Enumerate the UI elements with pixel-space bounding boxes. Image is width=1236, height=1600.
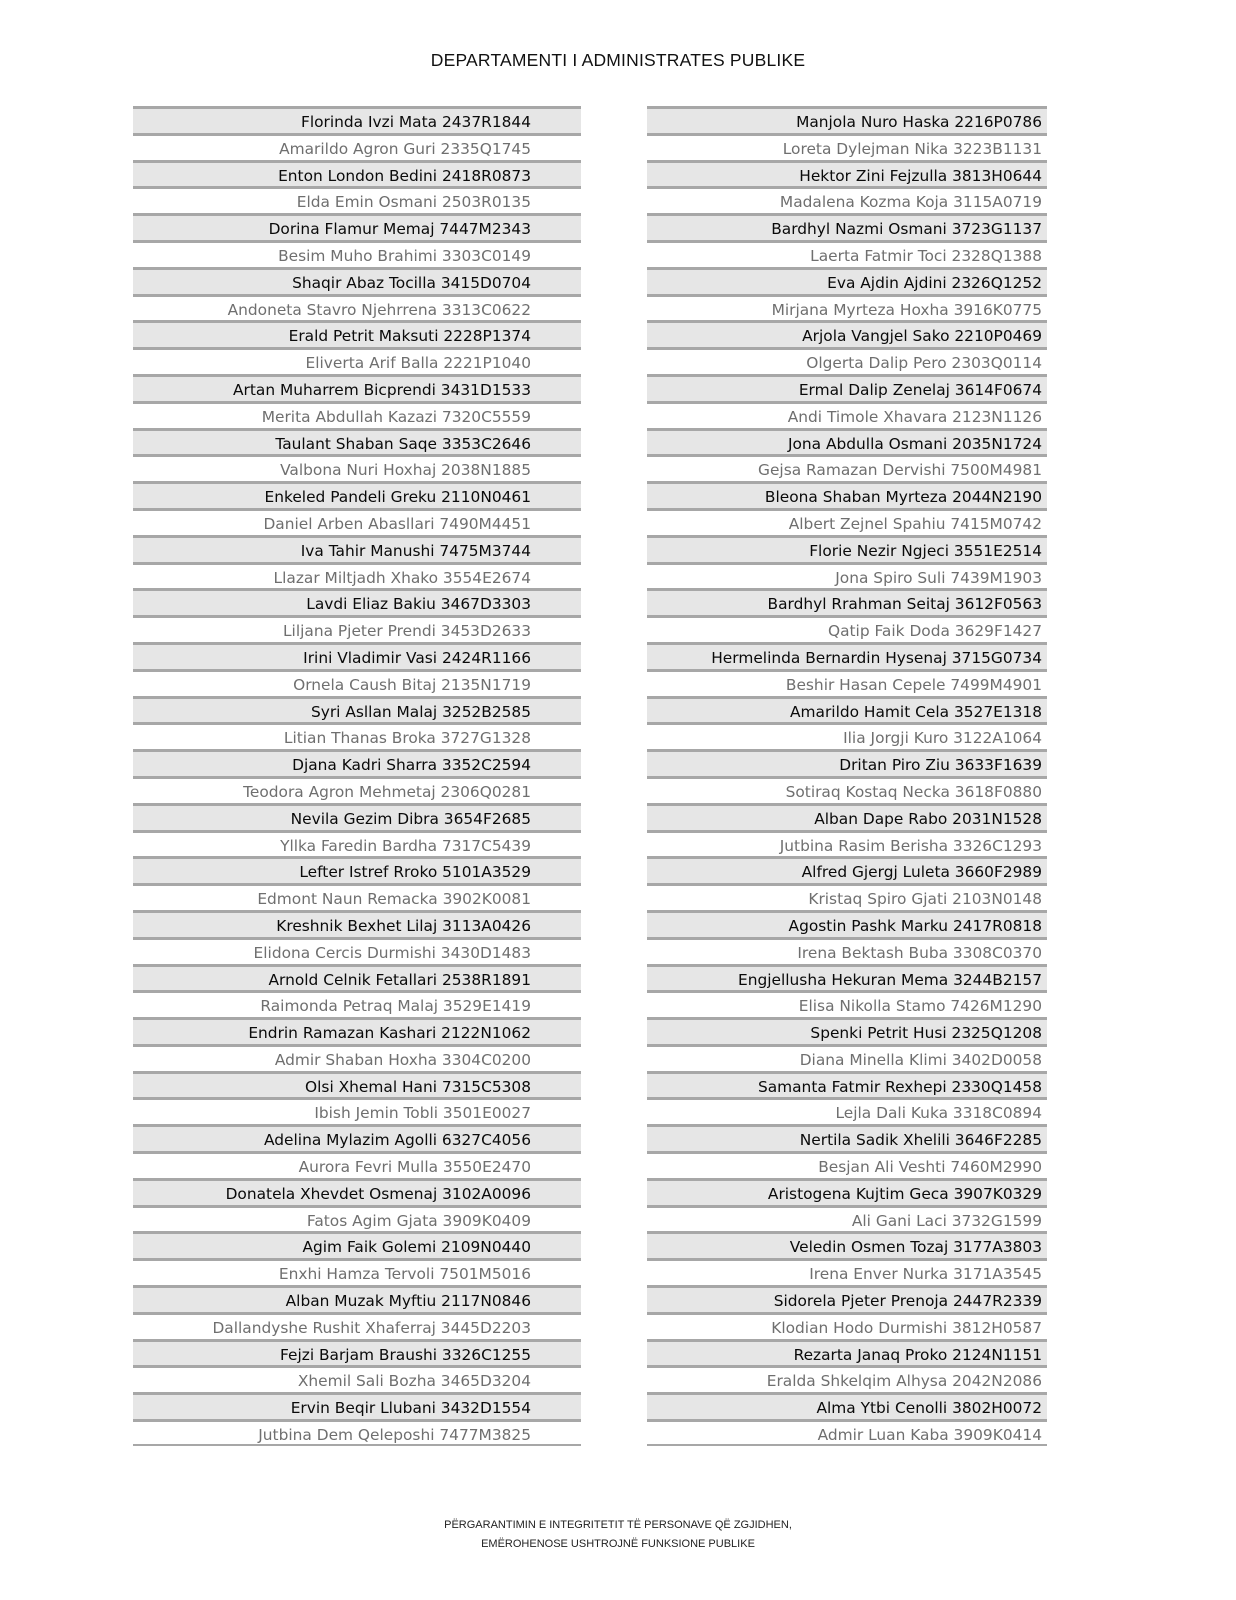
list-item: Olsi Xhemal Hani 7315C5308	[133, 1071, 581, 1098]
list-item: Qatip Faik Doda 3629F1427	[647, 615, 1047, 642]
list-item: Elidona Cercis Durmishi 3430D1483	[133, 937, 581, 964]
list-item: Andi Timole Xhavara 2123N1126	[647, 401, 1047, 428]
list-item: Iva Tahir Manushi 7475M3744	[133, 535, 581, 562]
list-item: Bardhyl Rrahman Seitaj 3612F0563	[647, 588, 1047, 615]
list-item: Klodian Hodo Durmishi 3812H0587	[647, 1312, 1047, 1339]
list-item: Dorina Flamur Memaj 7447M2343	[133, 213, 581, 240]
list-item: Bardhyl Nazmi Osmani 3723G1137	[647, 213, 1047, 240]
list-item: Madalena Kozma Koja 3115A0719	[647, 186, 1047, 213]
list-item: Beshir Hasan Cepele 7499M4901	[647, 669, 1047, 696]
list-item: Daniel Arben Abasllari 7490M4451	[133, 508, 581, 535]
list-item: Teodora Agron Mehmetaj 2306Q0281	[133, 776, 581, 803]
list-item: Agostin Pashk Marku 2417R0818	[647, 910, 1047, 937]
list-item: Kreshnik Bexhet Lilaj 3113A0426	[133, 910, 581, 937]
list-item: Kristaq Spiro Gjati 2103N0148	[647, 883, 1047, 910]
list-item: Eva Ajdin Ajdini 2326Q1252	[647, 267, 1047, 294]
list-item: Jona Spiro Suli 7439M1903	[647, 562, 1047, 589]
list-item: Hektor Zini Fejzulla 3813H0644	[647, 160, 1047, 187]
list-item: Ornela Caush Bitaj 2135N1719	[133, 669, 581, 696]
left-name-list	[133, 106, 581, 1446]
list-item: Samanta Fatmir Rexhepi 2330Q1458	[647, 1071, 1047, 1098]
list-item: Elda Emin Osmani 2503R0135	[133, 186, 581, 213]
list-item: Enton London Bedini 2418R0873	[133, 160, 581, 187]
list-item: Aurora Fevri Mulla 3550E2470	[133, 1151, 581, 1178]
list-item: Engjellusha Hekuran Mema 3244B2157	[647, 964, 1047, 991]
list-item: Yllka Faredin Bardha 7317C5439	[133, 830, 581, 857]
list-item: Besim Muho Brahimi 3303C0149	[133, 240, 581, 267]
list-item: Loreta Dylejman Nika 3223B1131	[647, 133, 1047, 160]
list-item: Nertila Sadik Xhelili 3646F2285	[647, 1124, 1047, 1151]
list-item: Taulant Shaban Saqe 3353C2646	[133, 428, 581, 455]
footer	[0, 1516, 1236, 1554]
list-item: Mirjana Myrteza Hoxha 3916K0775	[647, 294, 1047, 321]
list-item: Eralda Shkelqim Alhysa 2042N2086	[647, 1365, 1047, 1392]
list-item: Enxhi Hamza Tervoli 7501M5016	[133, 1258, 581, 1285]
list-item: Liljana Pjeter Prendi 3453D2633	[133, 615, 581, 642]
list-item: Alban Dape Rabo 2031N1528	[647, 803, 1047, 830]
list-item: Endrin Ramazan Kashari 2122N1062	[133, 1017, 581, 1044]
list-item: Edmont Naun Remacka 3902K0081	[133, 883, 581, 910]
list-item: Dritan Piro Ziu 3633F1639	[647, 749, 1047, 776]
list-item: Olgerta Dalip Pero 2303Q0114	[647, 347, 1047, 374]
list-item: Shaqir Abaz Tocilla 3415D0704	[133, 267, 581, 294]
right-name-list	[647, 106, 1047, 1446]
list-item: Alban Muzak Myftiu 2117N0846	[133, 1285, 581, 1312]
list-item: Enkeled Pandeli Greku 2110N0461	[133, 481, 581, 508]
list-item: Veledin Osmen Tozaj 3177A3803	[647, 1231, 1047, 1258]
list-item: Laerta Fatmir Toci 2328Q1388	[647, 240, 1047, 267]
list-item: Erald Petrit Maksuti 2228P1374	[133, 320, 581, 347]
list-item: Ilia Jorgji Kuro 3122A1064	[647, 722, 1047, 749]
list-item: Florinda Ivzi Mata 2437R1844	[133, 106, 581, 133]
list-item: Sidorela Pjeter Prenoja 2447R2339	[647, 1285, 1047, 1312]
list-item: Dallandyshe Rushit Xhaferraj 3445D2203	[133, 1312, 581, 1339]
list-item: Ali Gani Laci 3732G1599	[647, 1205, 1047, 1232]
list-item: Rezarta Janaq Proko 2124N1151	[647, 1339, 1047, 1366]
list-item: Raimonda Petraq Malaj 3529E1419	[133, 990, 581, 1017]
list-item: Artan Muharrem Bicprendi 3431D1533	[133, 374, 581, 401]
list-item: Irena Enver Nurka 3171A3545	[647, 1258, 1047, 1285]
list-item: Manjola Nuro Haska 2216P0786	[647, 106, 1047, 133]
list-item: Lavdi Eliaz Bakiu 3467D3303	[133, 588, 581, 615]
list-item: Arnold Celnik Fetallari 2538R1891	[133, 964, 581, 991]
list-item: Amarildo Agron Guri 2335Q1745	[133, 133, 581, 160]
list-item: Adelina Mylazim Agolli 6327C4056	[133, 1124, 581, 1151]
list-item: Diana Minella Klimi 3402D0058	[647, 1044, 1047, 1071]
list-item: Arjola Vangjel Sako 2210P0469	[647, 320, 1047, 347]
list-item: Sotiraq Kostaq Necka 3618F0880	[647, 776, 1047, 803]
list-item: Llazar Miltjadh Xhako 3554E2674	[133, 562, 581, 589]
list-item: Aristogena Kujtim Geca 3907K0329	[647, 1178, 1047, 1205]
list-item: Fatos Agim Gjata 3909K0409	[133, 1205, 581, 1232]
list-item: Eliverta Arif Balla 2221P1040	[133, 347, 581, 374]
list-item: Litian Thanas Broka 3727G1328	[133, 722, 581, 749]
list-item: Jutbina Rasim Berisha 3326C1293	[647, 830, 1047, 857]
list-item: Gejsa Ramazan Dervishi 7500M4981	[647, 454, 1047, 481]
list-item: Ervin Beqir Llubani 3432D1554	[133, 1392, 581, 1419]
list-item: Irena Bektash Buba 3308C0370	[647, 937, 1047, 964]
list-item: Djana Kadri Sharra 3352C2594	[133, 749, 581, 776]
list-item: Nevila Gezim Dibra 3654F2685	[133, 803, 581, 830]
list-item: Alma Ytbi Cenolli 3802H0072	[647, 1392, 1047, 1419]
list-item: Lefter Istref Rroko 5101A3529	[133, 856, 581, 883]
list-item: Jutbina Dem Qeleposhi 7477M3825	[133, 1419, 581, 1446]
list-item: Jona Abdulla Osmani 2035N1724	[647, 428, 1047, 455]
list-item: Syri Asllan Malaj 3252B2585	[133, 696, 581, 723]
list-item: Ermal Dalip Zenelaj 3614F0674	[647, 374, 1047, 401]
list-item: Spenki Petrit Husi 2325Q1208	[647, 1017, 1047, 1044]
list-item: Irini Vladimir Vasi 2424R1166	[133, 642, 581, 669]
list-item: Hermelinda Bernardin Hysenaj 3715G0734	[647, 642, 1047, 669]
list-item: Admir Luan Kaba 3909K0414	[647, 1419, 1047, 1446]
list-item: Ibish Jemin Tobli 3501E0027	[133, 1097, 581, 1124]
list-item: Admir Shaban Hoxha 3304C0200	[133, 1044, 581, 1071]
footer-line-1: PËRGARANTIMIN E INTEGRITETIT TË PERSONAVE QË ZGJIDHEN,	[444, 1519, 792, 1531]
list-item: Donatela Xhevdet Osmenaj 3102A0096	[133, 1178, 581, 1205]
list-item: Merita Abdullah Kazazi 7320C5559	[133, 401, 581, 428]
list-item: Xhemil Sali Bozha 3465D3204	[133, 1365, 581, 1392]
list-item: Valbona Nuri Hoxhaj 2038N1885	[133, 454, 581, 481]
list-item: Alfred Gjergj Luleta 3660F2989	[647, 856, 1047, 883]
page-title: DEPARTAMENTI I ADMINISTRATES PUBLIKE	[430, 50, 806, 70]
list-item: Fejzi Barjam Braushi 3326C1255	[133, 1339, 581, 1366]
list-item: Bleona Shaban Myrteza 2044N2190	[647, 481, 1047, 508]
list-item: Amarildo Hamit Cela 3527E1318	[647, 696, 1047, 723]
list-item: Andoneta Stavro Njehrrena 3313C0622	[133, 294, 581, 321]
list-item: Besjan Ali Veshti 7460M2990	[647, 1151, 1047, 1178]
list-item: Lejla Dali Kuka 3318C0894	[647, 1097, 1047, 1124]
footer-line-2: EMËROHENOSE USHTROJNË FUNKSIONE PUBLIKE	[481, 1538, 755, 1550]
list-item: Agim Faik Golemi 2109N0440	[133, 1231, 581, 1258]
list-item: Albert Zejnel Spahiu 7415M0742	[647, 508, 1047, 535]
list-item: Florie Nezir Ngjeci 3551E2514	[647, 535, 1047, 562]
list-item: Elisa Nikolla Stamo 7426M1290	[647, 990, 1047, 1017]
